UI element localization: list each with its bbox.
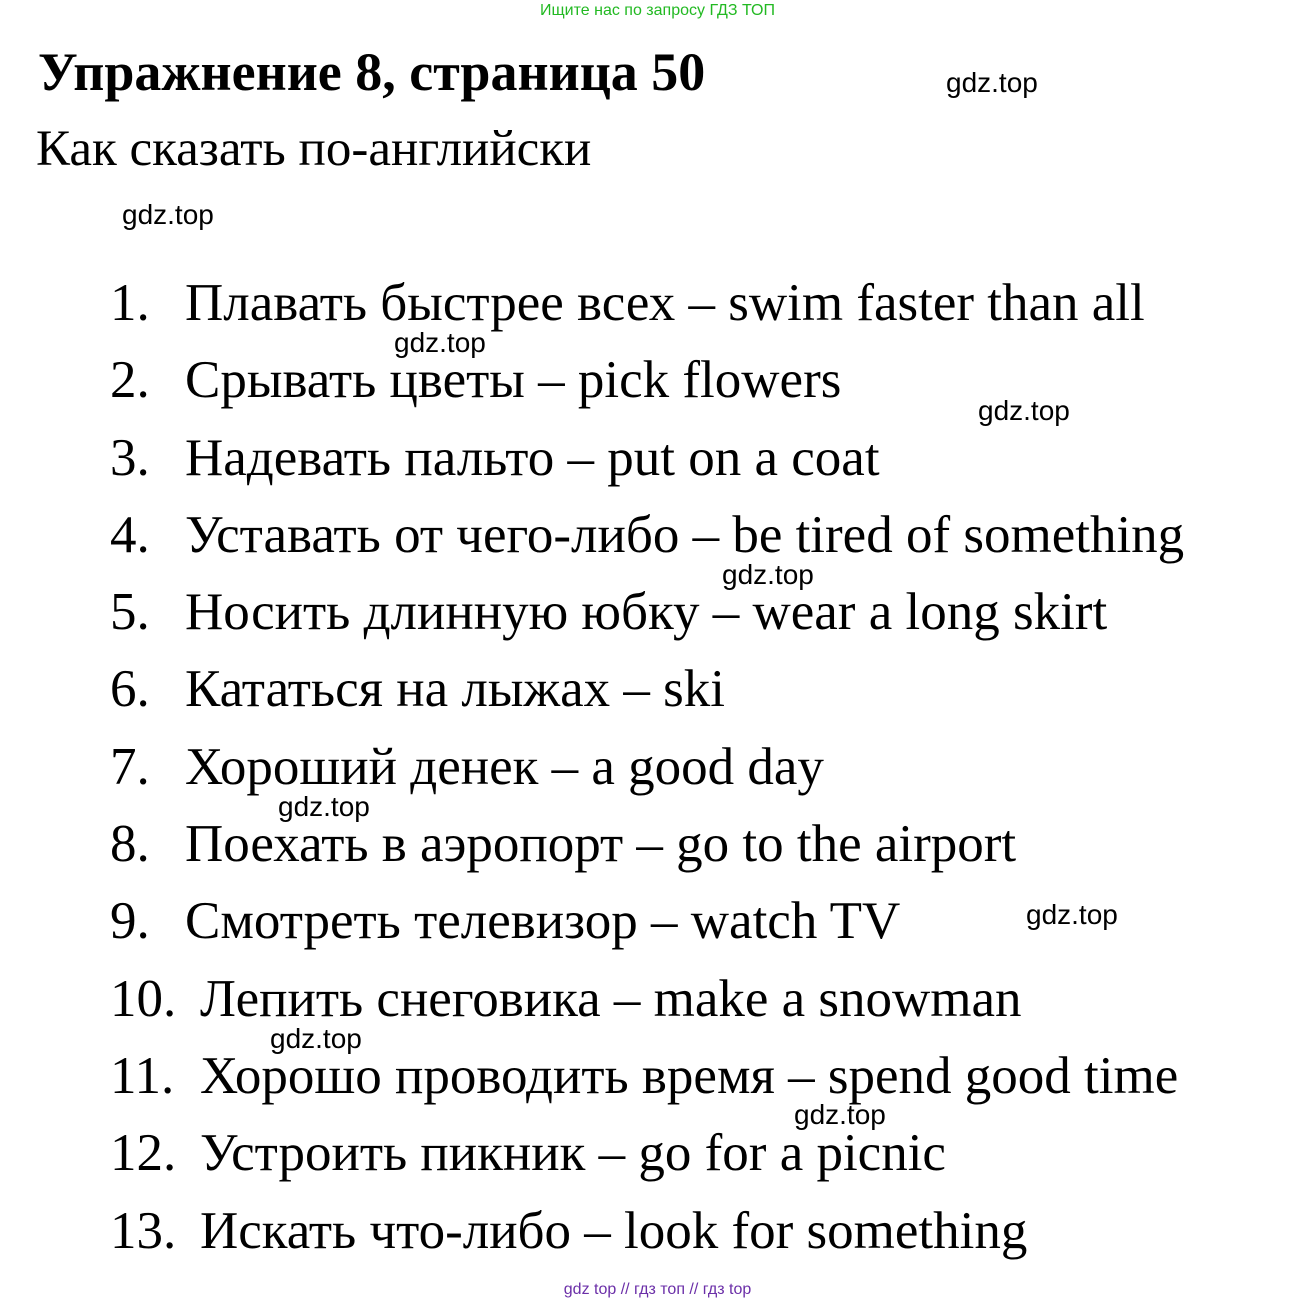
item-number: 11. bbox=[110, 1046, 175, 1105]
item-number: 1. bbox=[110, 274, 150, 332]
list-item bbox=[110, 423, 1184, 500]
list-item bbox=[110, 577, 1184, 654]
item-text: Лепить снеговика – make a snowman bbox=[200, 969, 1022, 1028]
footer-watermark: gdz top // гдз топ // гдз top bbox=[563, 1281, 752, 1298]
watermark: gdz.top bbox=[394, 327, 486, 358]
watermark: gdz.top bbox=[278, 791, 370, 822]
item-text: Надевать пальто – put on a coat bbox=[185, 428, 880, 487]
item-text: Хороший денек – a good day bbox=[185, 737, 824, 796]
item-text: Поехать в аэропорт – go to the airport bbox=[185, 815, 1017, 874]
item-number: 6. bbox=[110, 660, 150, 719]
item-number: 10. bbox=[110, 969, 177, 1028]
search-banner: Ищите нас по запросу ГДЗ ТОП bbox=[540, 2, 775, 19]
list-item bbox=[110, 268, 1184, 345]
list-item bbox=[110, 500, 1184, 577]
item-number: 12. bbox=[110, 1124, 177, 1183]
item-text: Искать что-либо – look for something bbox=[200, 1201, 1028, 1260]
item-number: 7. bbox=[110, 737, 150, 796]
list-item bbox=[110, 886, 1184, 963]
list-item bbox=[110, 654, 1184, 731]
list-item bbox=[110, 732, 1184, 809]
item-text: Плавать быстрее всех – swim faster than all bbox=[185, 274, 1145, 332]
page-title: Упражнение 8, страница 50 bbox=[38, 42, 706, 102]
list-item bbox=[110, 1118, 1184, 1195]
item-number: 8. bbox=[110, 815, 150, 874]
item-text: Кататься на лыжах – ski bbox=[185, 660, 725, 719]
watermark: gdz.top bbox=[978, 395, 1070, 426]
watermark: gdz.top bbox=[794, 1099, 886, 1130]
watermark: gdz.top bbox=[946, 67, 1038, 98]
item-text: Срывать цветы – pick flowers bbox=[185, 351, 842, 410]
item-text: Хорошо проводить время – spend good time bbox=[200, 1046, 1179, 1105]
item-text: Уставать от чего-либо – be tired of something bbox=[185, 505, 1185, 564]
item-text: Носить длинную юбку – wear a long skirt bbox=[185, 583, 1108, 642]
list-item bbox=[110, 809, 1184, 886]
item-number: 3. bbox=[110, 428, 150, 487]
watermark: gdz.top bbox=[270, 1023, 362, 1054]
item-number: 2. bbox=[110, 351, 150, 410]
page-subtitle: Как сказать по-английски bbox=[36, 121, 592, 177]
item-number: 4. bbox=[110, 505, 150, 564]
item-text: Смотреть телевизор – watch TV bbox=[185, 892, 901, 951]
watermark: gdz.top bbox=[722, 559, 814, 590]
item-text: Устроить пикник – go for a picnic bbox=[200, 1124, 946, 1183]
item-number: 13. bbox=[110, 1201, 177, 1260]
watermark: gdz.top bbox=[1026, 899, 1118, 930]
item-number: 9. bbox=[110, 892, 150, 951]
item-number: 5. bbox=[110, 583, 150, 642]
list-item bbox=[110, 1196, 1184, 1273]
watermark: gdz.top bbox=[122, 199, 214, 230]
